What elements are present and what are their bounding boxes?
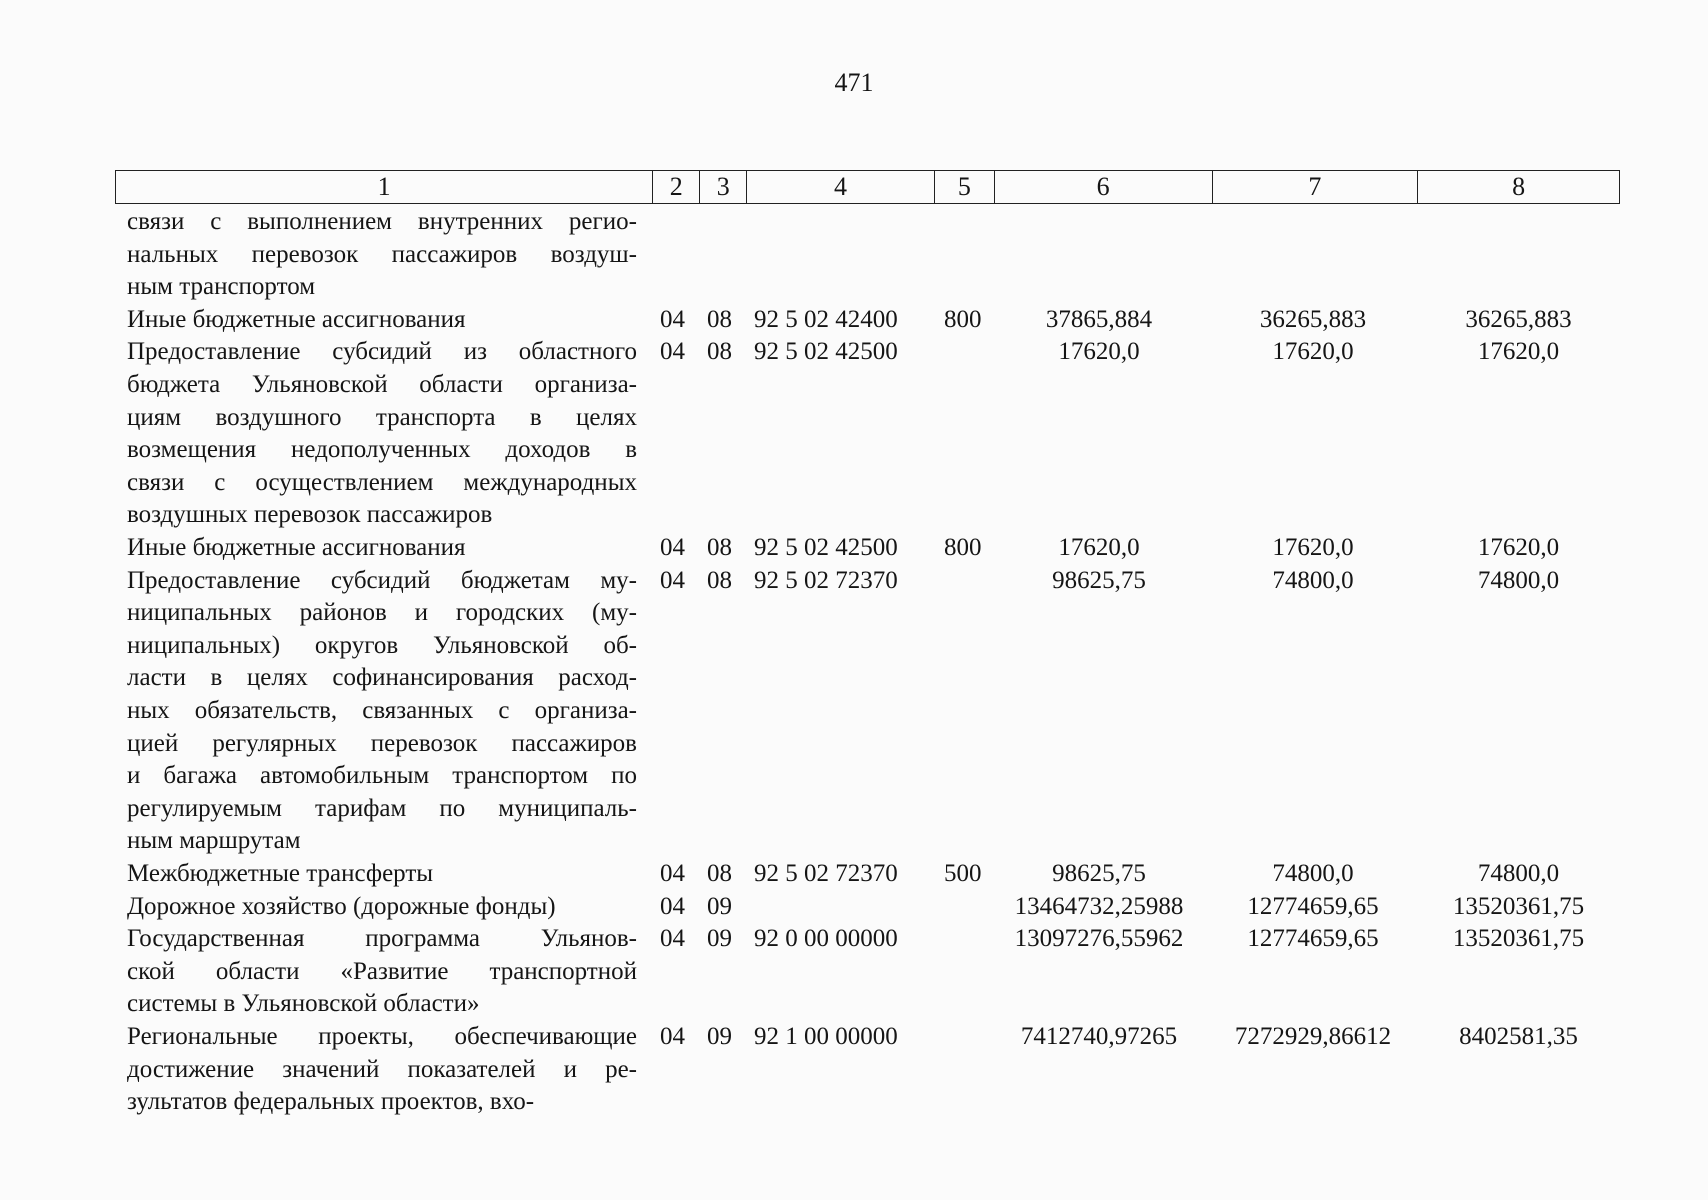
description-line: Дорожное хозяйство (дорожные фонды) — [127, 892, 556, 920]
description-line: Государственная программа Ульянов- — [127, 925, 637, 953]
description-line: связи с осуществлением международных — [127, 468, 637, 496]
description-line: Межбюджетные трансферты — [127, 860, 434, 887]
description-line: и багажа автомобильным транспортом по — [127, 762, 637, 790]
target-article-code: 92 1 00 00000 — [754, 1023, 898, 1050]
amount-col-6: 37865,884 — [1045, 305, 1153, 333]
header-col-8: 8 — [1417, 171, 1619, 203]
subsection-code: 09 — [707, 925, 732, 953]
section-code: 04 — [660, 534, 685, 561]
row-description — [127, 923, 637, 1021]
row-description — [127, 206, 637, 304]
section-code: 04 — [660, 338, 685, 366]
description-line: ской области «Развитие транспортной — [127, 957, 637, 985]
section-code: 04 — [660, 925, 685, 953]
description-line: воздушных перевозок пассажиров — [127, 501, 493, 529]
description-line: связи с выполнением внутренних регио- — [127, 208, 637, 235]
description-line: ниципальных районов и городских (му- — [127, 599, 637, 627]
amount-col-7: 7272929,86612 — [1234, 1023, 1392, 1050]
amount-col-8: 13520361,75 — [1452, 892, 1585, 920]
section-code: 04 — [660, 566, 685, 594]
description-line: цией регулярных перевозок пассажиров — [127, 729, 637, 757]
header-col-2: 2 — [652, 171, 699, 203]
row-description — [127, 565, 637, 858]
subsection-code: 09 — [707, 892, 732, 920]
amount-col-7: 74800,0 — [1272, 860, 1354, 887]
target-article-code: 92 5 02 72370 — [754, 860, 898, 887]
amount-col-6: 17620,0 — [1058, 534, 1140, 561]
description-line: Предоставление субсидий из областного — [127, 338, 637, 366]
expense-type-code: 800 — [944, 305, 982, 333]
description-line: бюджета Ульяновской области организа- — [127, 370, 637, 398]
amount-col-7: 17620,0 — [1272, 338, 1354, 366]
amount-col-6: 98625,75 — [1052, 860, 1146, 887]
row-description — [127, 891, 637, 924]
header-col-1: 1 — [377, 172, 391, 201]
amount-col-8: 8402581,35 — [1459, 1023, 1578, 1050]
description-line: ным маршрутам — [127, 827, 301, 855]
subsection-code: 08 — [707, 860, 732, 887]
section-code: 04 — [660, 892, 685, 920]
description-line: регулируемым тарифам по муниципаль- — [127, 794, 637, 822]
description-line: Иные бюджетные ассигнования — [127, 534, 466, 561]
row-description — [127, 858, 637, 891]
row-description — [127, 1021, 637, 1119]
description-line: ласти в целях софинансирования расход- — [127, 664, 637, 692]
amount-col-6: 7412740,97265 — [1020, 1023, 1178, 1050]
page-number: 471 — [834, 68, 874, 97]
target-article-code: 92 5 02 42500 — [754, 338, 898, 366]
description-line: системы в Ульяновской области» — [127, 990, 480, 1018]
subsection-code: 09 — [707, 1023, 732, 1050]
subsection-code: 08 — [707, 534, 732, 561]
header-col-6: 6 — [994, 171, 1212, 203]
amount-col-8: 13520361,75 — [1452, 925, 1585, 953]
section-code: 04 — [660, 305, 685, 333]
target-article-code: 92 5 02 42400 — [754, 305, 898, 333]
row-description — [127, 304, 637, 337]
description-line: ных обязательств, связанных с организа- — [127, 696, 637, 724]
amount-col-7: 74800,0 — [1272, 566, 1354, 594]
header-col-7: 7 — [1212, 171, 1418, 203]
row-description — [127, 532, 637, 565]
description-line: возмещения недополученных доходов в — [127, 436, 637, 464]
description-line: Региональные проекты, обеспечивающие — [127, 1023, 637, 1050]
description-line: достижение значений показателей и ре- — [127, 1055, 637, 1083]
target-article-code: 92 0 00 00000 — [754, 925, 898, 953]
description-line: нальных перевозок пассажиров воздуш- — [127, 240, 637, 268]
amount-col-6: 13464732,25988 — [1014, 892, 1184, 920]
expense-type-code: 800 — [944, 534, 982, 561]
amount-col-7: 12774659,65 — [1247, 925, 1379, 953]
subsection-code: 08 — [707, 305, 732, 333]
amount-col-7: 12774659,65 — [1247, 892, 1379, 920]
row-description — [127, 336, 637, 532]
section-code: 04 — [660, 860, 685, 887]
section-code: 04 — [660, 1023, 685, 1050]
description-line: циям воздушного транспорта в целях — [127, 403, 637, 431]
amount-col-8: 17620,0 — [1477, 338, 1560, 366]
header-col-4: 4 — [746, 171, 934, 203]
target-article-code: 92 5 02 72370 — [754, 566, 898, 594]
amount-col-8: 74800,0 — [1477, 860, 1560, 887]
expense-type-code: 500 — [944, 860, 982, 887]
description-line: ниципальных) округов Ульяновской об- — [127, 631, 637, 659]
amount-col-8: 17620,0 — [1477, 534, 1560, 561]
target-article-code: 92 5 02 42500 — [754, 534, 898, 561]
description-line: ным транспортом — [127, 273, 316, 301]
header-col-3: 3 — [699, 171, 746, 203]
amount-col-8: 36265,883 — [1465, 305, 1572, 333]
description-line: зультатов федеральных проектов, вхо- — [127, 1088, 535, 1116]
amount-col-7: 36265,883 — [1259, 305, 1367, 333]
description-line: Предоставление субсидий бюджетам му- — [127, 566, 637, 594]
amount-col-7: 17620,0 — [1272, 534, 1354, 561]
amount-col-8: 74800,0 — [1477, 566, 1560, 594]
subsection-code: 08 — [707, 566, 732, 594]
amount-col-6: 13097276,55962 — [1014, 925, 1184, 953]
subsection-code: 08 — [707, 338, 732, 366]
table-header — [115, 170, 1620, 204]
amount-col-6: 98625,75 — [1052, 566, 1146, 594]
amount-col-6: 17620,0 — [1058, 338, 1140, 366]
description-line: Иные бюджетные ассигнования — [127, 305, 466, 333]
header-col-5: 5 — [934, 171, 994, 203]
